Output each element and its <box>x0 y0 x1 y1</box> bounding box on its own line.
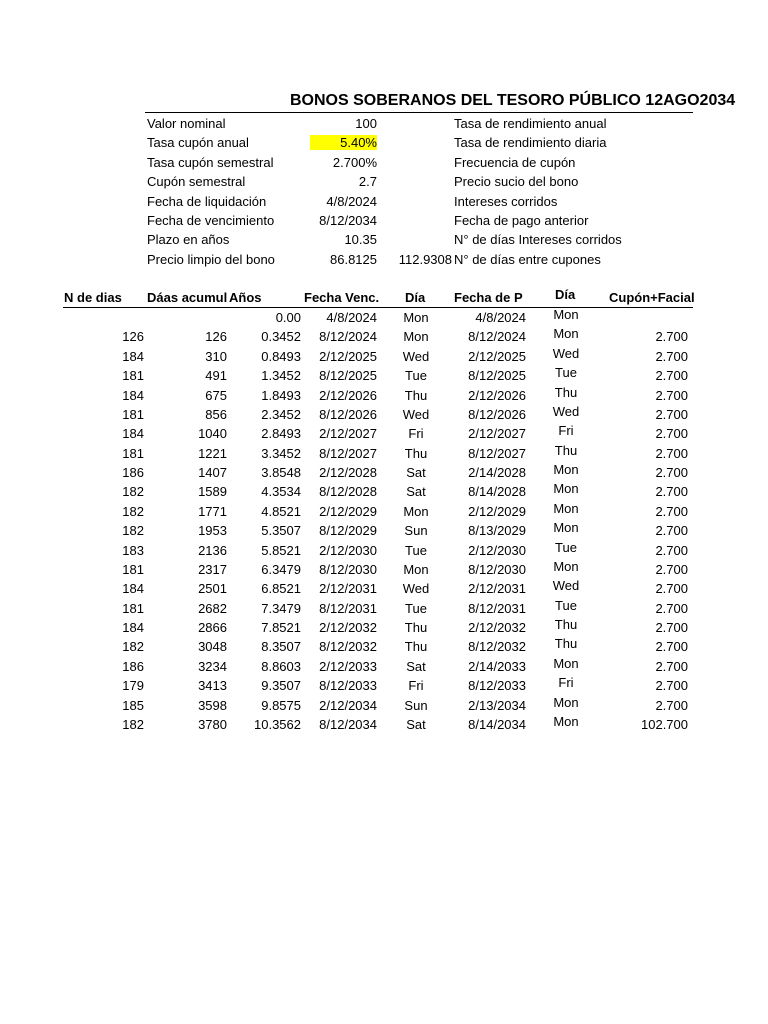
cell-fecha-venc: 8/12/2032 <box>319 639 377 655</box>
cell-fecha-de-p: 2/12/2031 <box>468 581 526 597</box>
cell-dia: Wed <box>402 581 430 597</box>
cell-dia: Mon <box>403 561 429 577</box>
cell-fecha-venc: 2/12/2033 <box>319 658 377 674</box>
cell-anos: 5.8521 <box>261 542 301 558</box>
cell-dias-acumul: 1040 <box>198 426 227 442</box>
cell-dia-pago: Mon <box>553 694 579 710</box>
cell-cupon-facial: 2.700 <box>655 348 688 364</box>
cell-anos: 7.3479 <box>261 600 301 616</box>
cell-anos: 6.8521 <box>261 581 301 597</box>
header-anos: Años <box>229 290 262 305</box>
cell-fecha-venc: 8/12/2030 <box>319 561 377 577</box>
info-value: 4/8/2024 <box>326 193 377 209</box>
cell-n-dias: 182 <box>122 639 144 655</box>
info-right-label: Fecha de pago anterior <box>454 213 589 228</box>
cell-dia: Tue <box>405 542 427 558</box>
info-right-label: Precio sucio del bono <box>454 174 579 190</box>
cell-fecha-de-p: 2/13/2034 <box>468 697 526 713</box>
cell-n-dias: 182 <box>122 503 144 519</box>
cell-n-dias: 182 <box>122 484 144 500</box>
cell-cupon-facial: 2.700 <box>655 387 688 403</box>
info-row <box>0 230 768 249</box>
info-value: 8/12/2034 <box>319 213 377 228</box>
cell-anos: 4.3534 <box>261 484 301 500</box>
cell-dia: Fri <box>408 678 424 694</box>
info-label: Cupón semestral <box>147 174 246 190</box>
highlighted-value-cell: 5.40% <box>310 135 377 150</box>
header-n-dias: N de dias <box>64 290 122 305</box>
cell-anos: 10.3562 <box>254 716 301 732</box>
cell-n-dias: 126 <box>122 329 144 345</box>
cell-dia-pago: Mon <box>553 307 579 322</box>
cell-fecha-de-p: 8/13/2029 <box>468 523 526 539</box>
cell-dia: Thu <box>404 387 428 403</box>
cell-dias-acumul: 2136 <box>198 542 227 558</box>
cell-anos: 4.8521 <box>261 503 301 519</box>
cell-fecha-venc: 8/12/2029 <box>319 523 377 539</box>
cell-dia: Sat <box>406 465 426 481</box>
cell-n-dias: 184 <box>122 348 144 364</box>
cell-dia-pago: Mon <box>553 462 579 478</box>
cell-dia: Sun <box>404 523 428 539</box>
cell-n-dias: 181 <box>122 600 144 616</box>
cell-n-dias: 179 <box>122 678 144 694</box>
cell-fecha-venc: 2/12/2030 <box>319 542 377 558</box>
cell-dia: Thu <box>404 639 428 655</box>
cell-dias-acumul: 310 <box>205 348 227 364</box>
cell-n-dias: 182 <box>122 716 144 732</box>
info-right-label: N° de días entre cupones <box>454 251 601 267</box>
cell-cupon-facial: 2.700 <box>655 484 688 500</box>
cell-dia-pago: Tue <box>555 539 577 555</box>
cell-cupon-facial: 2.700 <box>655 620 688 636</box>
cell-dia-pago: Mon <box>553 481 579 497</box>
cell-fecha-de-p: 8/12/2026 <box>468 406 526 422</box>
cell-fecha-venc: 8/12/2031 <box>319 600 377 616</box>
cell-dia-pago: Mon <box>553 500 579 516</box>
cell-n-dias: 184 <box>122 387 144 403</box>
cell-dia: Wed <box>402 348 430 364</box>
info-value: 2.700% <box>332 154 377 170</box>
cell-cupon-facial: 2.700 <box>655 542 688 558</box>
table-row <box>0 463 768 482</box>
cell-anos: 3.3452 <box>261 445 301 461</box>
cell-anos: 1.3452 <box>261 368 301 384</box>
cell-cupon-facial: 2.700 <box>655 368 688 384</box>
cell-n-dias: 181 <box>122 368 144 384</box>
cell-cupon-facial: 2.700 <box>655 658 688 674</box>
info-value: 86.8125 <box>330 251 377 267</box>
cell-cupon-facial: 2.700 <box>655 697 688 713</box>
info-extra-value: 112.9308 <box>398 251 452 267</box>
cell-dia-pago: Wed <box>552 403 580 419</box>
info-label: Tasa cupón anual <box>147 135 249 151</box>
table-row <box>0 599 768 618</box>
cell-anos: 2.3452 <box>261 406 301 422</box>
cell-fecha-venc: 2/12/2032 <box>319 620 377 636</box>
cell-dia-pago: Thu <box>554 442 578 458</box>
cell-anos: 2.8493 <box>261 426 301 442</box>
cell-fecha-venc: 8/12/2025 <box>319 368 377 384</box>
cell-dia: Fri <box>408 426 424 442</box>
cell-cupon-facial: 2.700 <box>655 523 688 539</box>
table-row <box>0 618 768 637</box>
cell-dia-pago: Thu <box>554 384 578 400</box>
cell-dia-pago: Thu <box>554 617 578 633</box>
cell-cupon-facial: 2.700 <box>655 445 688 461</box>
info-right-label: Frecuencia de cupón <box>454 154 576 170</box>
cell-dia-pago: Fri <box>558 423 574 439</box>
cell-n-dias: 181 <box>122 445 144 461</box>
cell-fecha-venc: 8/12/2028 <box>319 484 377 500</box>
cell-fecha-venc: 2/12/2028 <box>319 465 377 481</box>
cell-fecha-de-p: 2/12/2030 <box>468 542 526 558</box>
cell-dia-pago: Fri <box>558 675 574 691</box>
cell-anos: 9.3507 <box>261 678 301 694</box>
cell-dias-acumul: 3234 <box>198 658 227 674</box>
info-right-label: Tasa de rendimiento anual <box>454 116 607 131</box>
info-label: Fecha de liquidación <box>147 193 267 209</box>
cell-fecha-de-p: 2/12/2029 <box>468 503 526 519</box>
cell-dia-pago: Mon <box>553 655 579 671</box>
cell-dias-acumul: 675 <box>205 387 227 403</box>
cell-dia-pago: Mon <box>553 326 579 342</box>
info-row <box>0 153 768 172</box>
table-header-row <box>0 289 768 307</box>
header-fecha-de-p: Fecha de P <box>454 290 523 305</box>
cell-dias-acumul: 3048 <box>198 639 227 655</box>
header-dia: Día <box>405 290 426 305</box>
table-row <box>0 327 768 346</box>
cell-fecha-de-p: 2/12/2025 <box>468 348 526 364</box>
cell-dia: Tue <box>405 368 427 384</box>
cell-n-dias: 184 <box>122 426 144 442</box>
header-cupon-facial: Cupón+Facial <box>609 290 695 305</box>
cell-cupon-facial: 2.700 <box>655 678 688 694</box>
table-row <box>0 482 768 501</box>
sheet-title: BONOS SOBERANOS DEL TESORO PÚBLICO 12AGO2034 <box>290 92 736 109</box>
cell-dias-acumul: 3780 <box>198 716 227 732</box>
cell-fecha-de-p: 8/12/2027 <box>468 445 526 461</box>
cell-fecha-de-p: 8/12/2030 <box>468 561 526 577</box>
cell-dias-acumul: 2682 <box>198 600 227 616</box>
cell-cupon-facial: 2.700 <box>655 329 688 345</box>
cell-fecha-venc: 8/12/2033 <box>319 678 377 694</box>
cell-fecha-venc: 8/12/2026 <box>319 406 377 422</box>
cell-dia-pago: Mon <box>553 558 579 574</box>
cell-dia: Tue <box>405 600 427 616</box>
cell-fecha-venc: 2/12/2025 <box>319 348 377 364</box>
cell-n-dias: 184 <box>122 581 144 597</box>
cell-fecha-venc: 2/12/2027 <box>319 426 377 442</box>
cell-dia-pago: Wed <box>552 345 580 361</box>
cell-dia: Mon <box>403 329 429 345</box>
cell-dias-acumul: 1407 <box>198 465 227 481</box>
cell-dia: Thu <box>404 620 428 636</box>
info-label: Valor nominal <box>147 116 226 131</box>
cell-anos: 9.8575 <box>261 697 301 713</box>
cell-dia: Sat <box>406 658 426 674</box>
table-row <box>0 521 768 540</box>
table-row <box>0 366 768 385</box>
cell-n-dias: 181 <box>122 406 144 422</box>
cell-fecha-venc: 2/12/2031 <box>319 581 377 597</box>
table-row <box>0 308 768 327</box>
cell-anos: 6.3479 <box>261 561 301 577</box>
cell-dia: Sat <box>406 484 426 500</box>
cell-fecha-de-p: 8/14/2028 <box>468 484 526 500</box>
cell-fecha-venc: 8/12/2034 <box>319 716 377 732</box>
cell-fecha-de-p: 8/12/2031 <box>468 600 526 616</box>
cell-dias-acumul: 1221 <box>198 445 227 461</box>
cell-cupon-facial: 2.700 <box>655 639 688 655</box>
cell-anos: 0.3452 <box>261 329 301 345</box>
info-row <box>0 192 768 211</box>
cell-dias-acumul: 2866 <box>198 620 227 636</box>
cell-fecha-venc: 2/12/2034 <box>319 697 377 713</box>
info-label: Precio limpio del bono <box>147 251 275 267</box>
cell-dia-pago: Mon <box>553 713 579 729</box>
cell-dias-acumul: 2501 <box>198 581 227 597</box>
cell-cupon-facial: 2.700 <box>655 406 688 422</box>
cell-cupon-facial: 2.700 <box>655 561 688 577</box>
cell-dia-pago: Tue <box>555 365 577 381</box>
info-row <box>0 133 768 152</box>
cell-fecha-de-p: 8/12/2024 <box>468 329 526 345</box>
table-row <box>0 444 768 463</box>
cell-fecha-de-p: 4/8/2024 <box>475 310 526 325</box>
info-right-label: N° de días Intereses corridos <box>454 232 622 248</box>
cell-dias-acumul: 126 <box>205 329 227 345</box>
cell-dias-acumul: 491 <box>205 368 227 384</box>
cell-dia-pago: Thu <box>554 636 578 652</box>
cell-n-dias: 182 <box>122 523 144 539</box>
cell-dia: Sat <box>406 716 426 732</box>
cell-fecha-de-p: 2/12/2027 <box>468 426 526 442</box>
table-row <box>0 424 768 443</box>
info-value: 100 <box>355 116 377 131</box>
cell-n-dias: 183 <box>122 542 144 558</box>
cell-fecha-de-p: 2/14/2033 <box>468 658 526 674</box>
table-row <box>0 347 768 366</box>
cell-dia: Mon <box>403 503 429 519</box>
title-underline <box>145 112 693 113</box>
cell-dias-acumul: 2317 <box>198 561 227 577</box>
cell-dias-acumul: 3413 <box>198 678 227 694</box>
cell-fecha-venc: 8/12/2027 <box>319 445 377 461</box>
cell-dia: Sun <box>404 697 428 713</box>
info-value: 10.35 <box>344 232 377 248</box>
cell-anos: 1.8493 <box>261 387 301 403</box>
cell-cupon-facial: 2.700 <box>655 581 688 597</box>
cell-fecha-de-p: 2/14/2028 <box>468 465 526 481</box>
cell-fecha-de-p: 2/12/2026 <box>468 387 526 403</box>
cell-cupon-facial: 2.700 <box>655 503 688 519</box>
table-row <box>0 386 768 405</box>
cell-fecha-de-p: 2/12/2032 <box>468 620 526 636</box>
cell-fecha-de-p: 8/12/2032 <box>468 639 526 655</box>
cell-dias-acumul: 1589 <box>198 484 227 500</box>
cell-cupon-facial: 102.700 <box>641 716 688 732</box>
info-row <box>0 172 768 191</box>
info-row <box>0 250 768 269</box>
cell-cupon-facial: 2.700 <box>655 600 688 616</box>
cell-dias-acumul: 3598 <box>198 697 227 713</box>
table-row <box>0 676 768 695</box>
cell-fecha-de-p: 8/12/2025 <box>468 368 526 384</box>
cell-anos: 0.8493 <box>261 348 301 364</box>
cell-fecha-venc: 2/12/2029 <box>319 503 377 519</box>
table-row <box>0 405 768 424</box>
header-dia-2: Día <box>555 287 576 302</box>
table-row <box>0 715 768 734</box>
header-fecha-venc: Fecha Venc. <box>304 290 380 305</box>
cell-dias-acumul: 856 <box>205 406 227 422</box>
info-label: Plazo en años <box>147 232 230 248</box>
table-row <box>0 637 768 656</box>
table-row <box>0 502 768 521</box>
table-row <box>0 657 768 676</box>
cell-dia: Wed <box>402 406 430 422</box>
table-row <box>0 560 768 579</box>
cell-anos: 7.8521 <box>261 620 301 636</box>
cell-n-dias: 184 <box>122 620 144 636</box>
cell-anos: 3.8548 <box>261 465 301 481</box>
cell-cupon-facial: 2.700 <box>655 465 688 481</box>
cell-anos: 8.8603 <box>261 658 301 674</box>
cell-fecha-venc: 2/12/2026 <box>319 387 377 403</box>
cell-n-dias: 186 <box>122 658 144 674</box>
header-dias-acumul: Dáas acumul <box>147 290 228 305</box>
cell-dia-pago: Wed <box>552 578 580 594</box>
cell-fecha-venc: 8/12/2024 <box>319 329 377 345</box>
cell-fecha-venc: 4/8/2024 <box>326 310 377 325</box>
cell-n-dias: 181 <box>122 561 144 577</box>
cell-anos: 8.3507 <box>261 639 301 655</box>
info-row <box>0 114 768 133</box>
cell-anos: 5.3507 <box>261 523 301 539</box>
info-right-label: Tasa de rendimiento diaria <box>454 135 607 151</box>
cell-dias-acumul: 1771 <box>198 503 227 519</box>
table-row <box>0 696 768 715</box>
cell-dia-pago: Mon <box>553 520 579 536</box>
cell-dias-acumul: 1953 <box>198 523 227 539</box>
cell-fecha-de-p: 8/12/2033 <box>468 678 526 694</box>
cell-dia: Thu <box>404 445 428 461</box>
info-value: 2.7 <box>358 174 377 190</box>
cell-n-dias: 186 <box>122 465 144 481</box>
info-label: Fecha de vencimiento <box>147 213 275 228</box>
info-label: Tasa cupón semestral <box>147 154 274 170</box>
info-right-label: Intereses corridos <box>454 193 558 209</box>
table-row <box>0 541 768 560</box>
cell-cupon-facial: 2.700 <box>655 426 688 442</box>
cell-fecha-de-p: 8/14/2034 <box>468 716 526 732</box>
info-row <box>0 211 768 230</box>
cell-dia: Mon <box>403 310 429 325</box>
cell-dia-pago: Tue <box>555 597 577 613</box>
table-row <box>0 579 768 598</box>
cell-n-dias: 185 <box>122 697 144 713</box>
cell-anos: 0.00 <box>275 310 301 325</box>
